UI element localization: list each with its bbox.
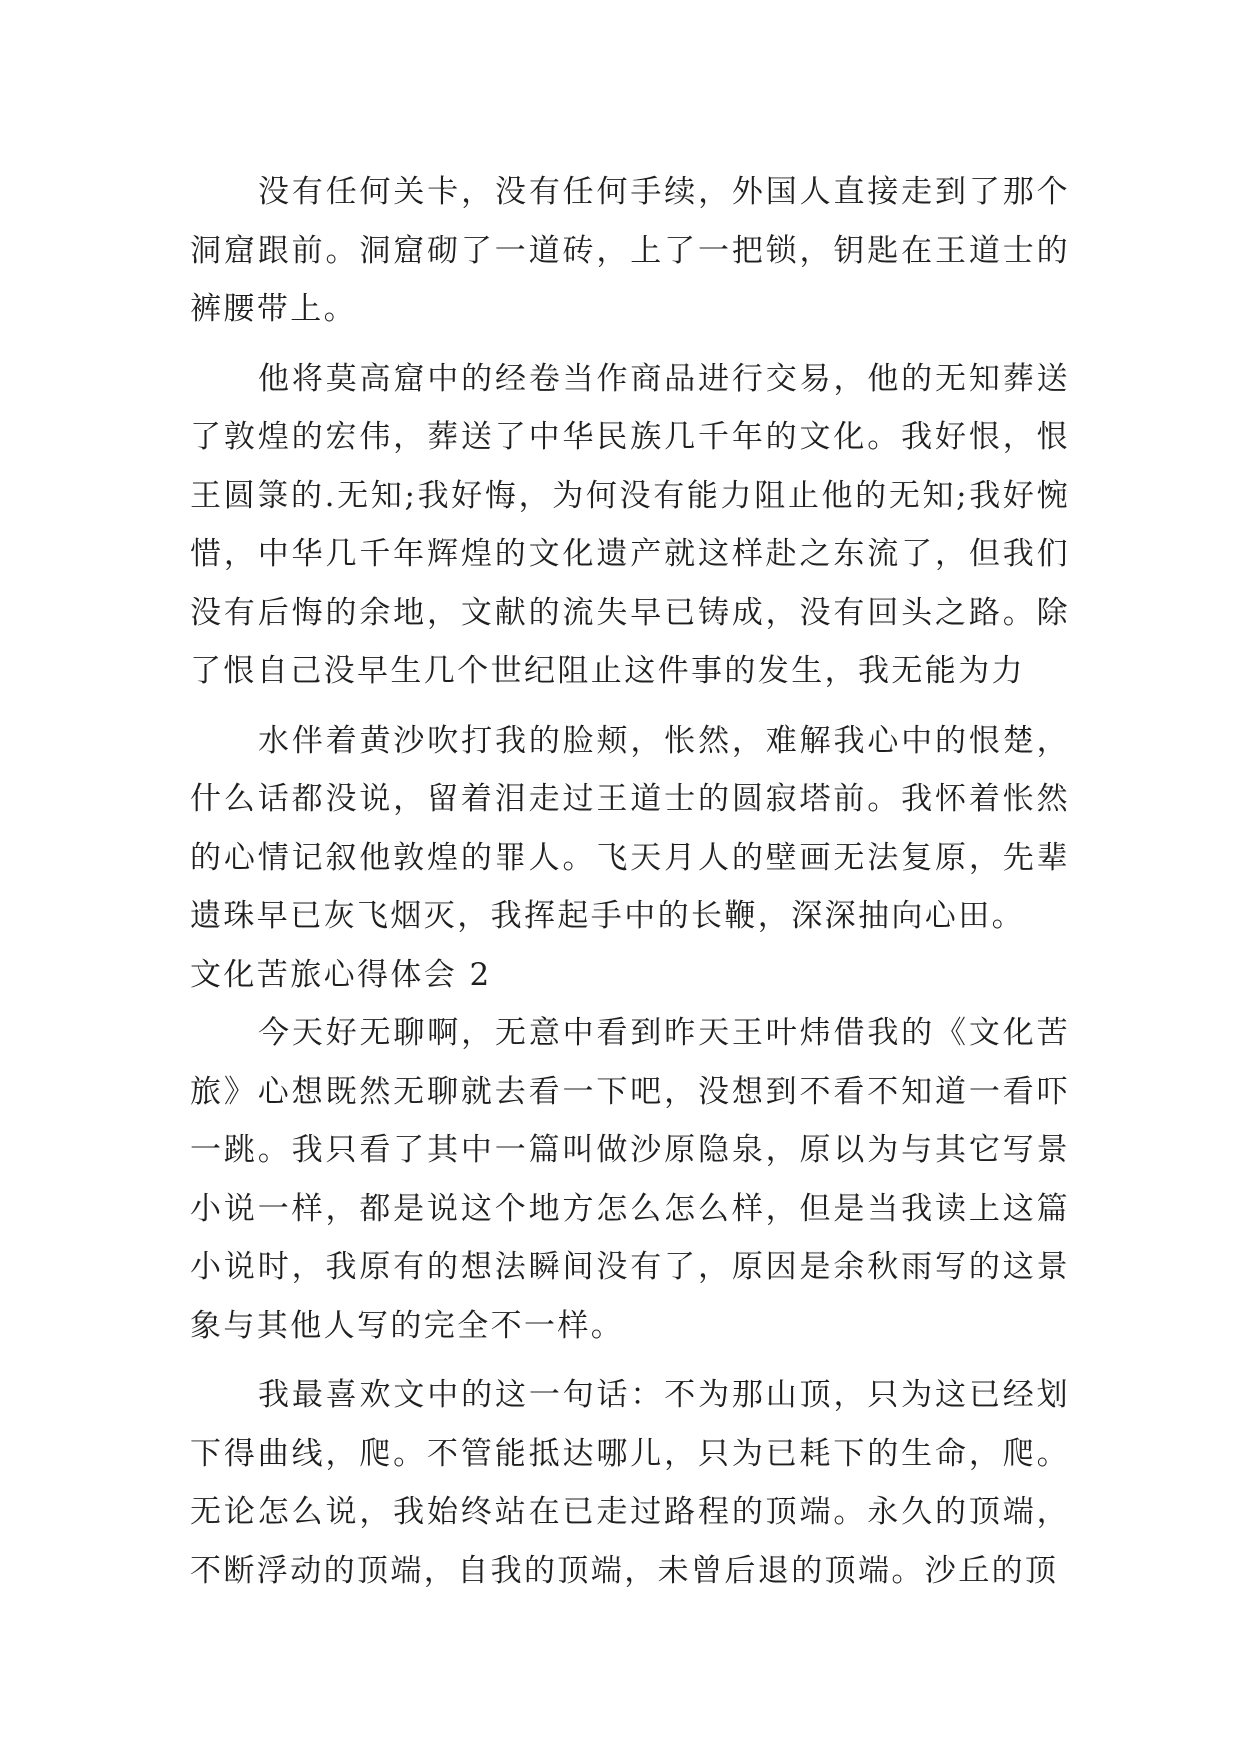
paragraph-3: 水伴着黄沙吹打我的脸颊，怅然，难解我心中的恨楚，什么话都没说，留着泪走过王道士的圆寂塔前。我怀着怅然的心情记叙他敦煌的罪人。飞天月人的壁画无法复原，先辈遗珠早已灰飞烟灭，我挥起手中的长鞭，深深抽向心田。 [190, 722, 1070, 934]
paragraph-1: 没有任何关卡，没有任何手续，外国人直接走到了那个洞窟跟前。洞窟砌了一道砖，上了一把锁，钥匙在王道士的裤腰带上。 [190, 174, 1070, 327]
document-body [190, 163, 1070, 1600]
section-heading: 文化苦旅心得体会 2 [190, 956, 492, 993]
paragraph-5: 我最喜欢文中的这一句话：不为那山顶，只为这已经划下得曲线，爬。不管能抵达哪儿，只为已耗下的生命，爬。无论怎么说，我始终站在已走过路程的顶端。永久的顶端，不断浮动的顶端，自我的顶端，未曾后退的顶端。沙丘的顶 [190, 1377, 1070, 1589]
paragraph-2: 他将莫高窟中的经卷当作商品进行交易，他的无知葬送了敦煌的宏伟，葬送了中华民族几千年的文化。我好恨，恨王圆箓的.无知;我好悔，为何没有能力阻止他的无知;我好惋惜，中华几千年辉煌的文化遗产就这样赴之东流了，但我们没有后悔的余地，文献的流失早已铸成，没有回头之路。除了恨自己没早生几个世纪阻止这件事的发生，我无能为力 [190, 360, 1070, 689]
paragraph-4: 今天好无聊啊，无意中看到昨天王叶炜借我的《文化苦旅》心想既然无聊就去看一下吧，没想到不看不知道一看吓一跳。我只看了其中一篇叫做沙原隐泉，原以为与其它写景小说一样，都是说这个地方怎么怎么样，但是当我读上这篇小说时，我原有的想法瞬间没有了，原因是余秋雨写的这景象与其他人写的完全不一样。 [190, 1015, 1070, 1344]
